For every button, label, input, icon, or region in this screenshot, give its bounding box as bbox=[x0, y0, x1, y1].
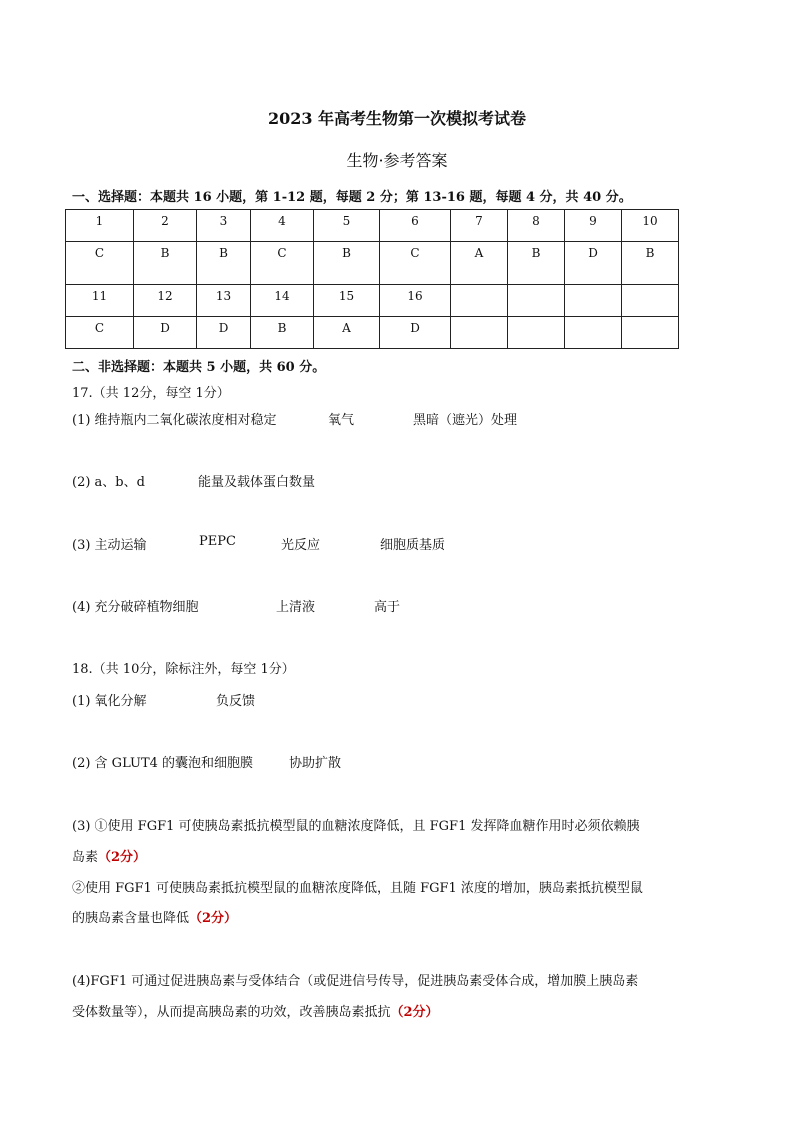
table-cell bbox=[508, 317, 565, 349]
table-cell: 2 bbox=[134, 210, 197, 242]
q17-1-answer-b: 氧气 bbox=[328, 413, 355, 428]
table-cell: 9 bbox=[565, 210, 622, 242]
score-badge: （2分） bbox=[98, 850, 147, 865]
table-cell: 14 bbox=[251, 285, 314, 317]
q17-4-answer-b: 上清液 bbox=[276, 600, 316, 615]
table-cell: 5 bbox=[314, 210, 380, 242]
q18-4-line1: (4)FGF1 可通过促进胰岛素与受体结合（或促进信号传导，促进胰岛素受体合成，增加膜上胰岛素 bbox=[72, 974, 639, 989]
q17-1-answer-a: (1) 维持瓶内二氧化碳浓度相对稳定 bbox=[72, 413, 277, 428]
table-cell: B bbox=[134, 242, 197, 285]
table-cell: C bbox=[380, 242, 451, 285]
exam-title: 2023 年高考生物第一次模拟考试卷 bbox=[267, 109, 527, 128]
table-cell: 13 bbox=[197, 285, 251, 317]
table-cell bbox=[451, 317, 508, 349]
table-cell: A bbox=[451, 242, 508, 285]
table-cell bbox=[622, 285, 679, 317]
table-cell: 10 bbox=[622, 210, 679, 242]
table-row bbox=[66, 242, 679, 285]
table-cell: 4 bbox=[251, 210, 314, 242]
table-cell: C bbox=[251, 242, 314, 285]
table-cell: 1 bbox=[66, 210, 134, 242]
answer-table bbox=[65, 209, 679, 349]
q18-2-answer-a: (2) 含 GLUT4 的囊泡和细胞膜 bbox=[72, 756, 254, 771]
section1-heading bbox=[72, 186, 632, 205]
q18-3-line1: (3) ①使用 FGF1 可使胰岛素抵抗模型鼠的血糖浓度降低，且 FGF1 发挥降血糖作用时必须依赖胰 bbox=[72, 819, 640, 834]
q18-3-line3: ②使用 FGF1 可使胰岛素抵抗模型鼠的血糖浓度降低，且随 FGF1 浓度的增加，胰岛素抵抗模型鼠 bbox=[72, 881, 643, 896]
table-cell: C bbox=[66, 242, 134, 285]
q17-3-answer-c: 光反应 bbox=[281, 538, 321, 553]
q18-3-line2-text: 岛素 bbox=[72, 850, 99, 865]
table-cell bbox=[451, 285, 508, 317]
q18-1-answer-a: (1) 氧化分解 bbox=[72, 694, 147, 709]
q17-1-answer-c: 黑暗（遮光）处理 bbox=[413, 413, 518, 428]
table-cell: 8 bbox=[508, 210, 565, 242]
table-cell: 7 bbox=[451, 210, 508, 242]
q18-2-answer-b: 协助扩散 bbox=[289, 756, 342, 771]
q18-3-line4 bbox=[72, 907, 237, 926]
q17-2-answer-a: (2) a、b、d bbox=[72, 475, 145, 490]
table-cell: 6 bbox=[380, 210, 451, 242]
table-cell: B bbox=[251, 317, 314, 349]
table-cell: B bbox=[197, 242, 251, 285]
table-cell: B bbox=[622, 242, 679, 285]
score-badge: （2分） bbox=[189, 911, 238, 926]
table-cell: B bbox=[314, 242, 380, 285]
table-cell: 15 bbox=[314, 285, 380, 317]
score-badge: （2分） bbox=[390, 1005, 439, 1020]
table-cell: D bbox=[380, 317, 451, 349]
table-cell: 11 bbox=[66, 285, 134, 317]
table-cell bbox=[622, 317, 679, 349]
section1-text: 一、选择题：本题共 16 小题，第 1-12 题，每题 2 分；第 13-16 题，每题 4 分，共 40 分。 bbox=[72, 190, 632, 205]
answer-key-subtitle: 生物·参考答案 bbox=[346, 151, 448, 170]
q17-3-answer-d: 细胞质基质 bbox=[380, 538, 446, 553]
q17-3-answer-b: PEPC bbox=[199, 534, 236, 549]
table-cell: D bbox=[134, 317, 197, 349]
q18-4-line2-text: 受体数量等），从而提高胰岛素的功效，改善胰岛素抵抗 bbox=[72, 1005, 391, 1020]
table-row bbox=[66, 210, 679, 242]
table-cell: 12 bbox=[134, 285, 197, 317]
section2-heading: 二、非选择题：本题共 5 小题，共 60 分。 bbox=[72, 360, 326, 375]
table-cell: 16 bbox=[380, 285, 451, 317]
table-cell: D bbox=[565, 242, 622, 285]
table-cell: D bbox=[197, 317, 251, 349]
q18-4-line2 bbox=[72, 1001, 439, 1020]
table-row bbox=[66, 317, 679, 349]
table-cell: A bbox=[314, 317, 380, 349]
table-cell bbox=[565, 285, 622, 317]
table-cell bbox=[508, 285, 565, 317]
table-cell: C bbox=[66, 317, 134, 349]
q18-3-line4-text: 的胰岛素含量也降低 bbox=[72, 911, 190, 926]
q17-header: 17.（共 12分，每空 1分） bbox=[72, 386, 230, 401]
q18-1-answer-b: 负反馈 bbox=[216, 694, 256, 709]
table-cell bbox=[565, 317, 622, 349]
q17-3-answer-a: (3) 主动运输 bbox=[72, 538, 147, 553]
table-row bbox=[66, 285, 679, 317]
q17-4-answer-a: (4) 充分破碎植物细胞 bbox=[72, 600, 199, 615]
table-cell: 3 bbox=[197, 210, 251, 242]
q17-4-answer-c: 高于 bbox=[374, 600, 401, 615]
q18-header: 18.（共 10分，除标注外，每空 1分） bbox=[72, 662, 295, 677]
table-cell: B bbox=[508, 242, 565, 285]
q17-2-answer-b: 能量及载体蛋白数量 bbox=[198, 475, 316, 490]
q18-3-line2 bbox=[72, 846, 146, 865]
